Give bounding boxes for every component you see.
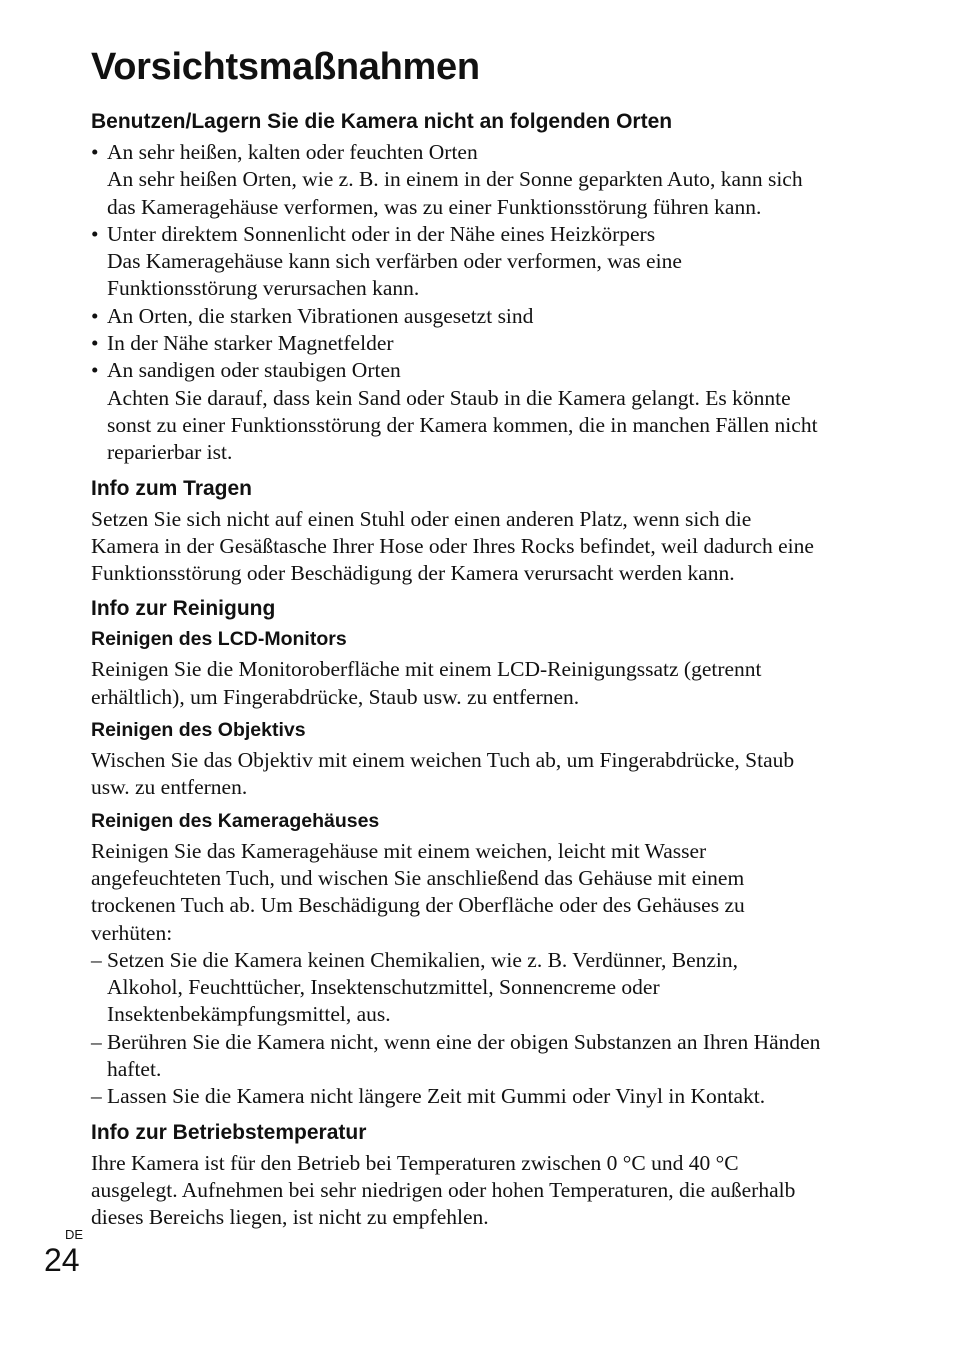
list-item-text: An sehr heißen Orten, wie z. B. in einem in der Sonne geparkten Auto, kann sich (107, 167, 803, 192)
bullet-mark: • (91, 358, 99, 383)
document-page (91, 44, 851, 1232)
text-line: trockenen Tuch ab. Um Beschädigung der Oberfläche oder des Gehäuses zu (91, 893, 745, 918)
section-heading-tragen: Info zum Tragen (91, 476, 253, 500)
paragraph-lcd (91, 656, 851, 711)
text-line: Funktionsstörung oder Beschädigung der Kamera verursacht werden kann. (91, 561, 735, 586)
list-item-text: haftet. (107, 1057, 162, 1082)
list-item-title: An Orten, die starken Vibrationen ausgesetzt sind (107, 303, 534, 328)
list-item-text: Achten Sie darauf, dass kein Sand oder Staub in die Kamera gelangt. Es könnte (107, 385, 791, 410)
list-item (91, 947, 851, 1029)
list-item (91, 1029, 851, 1084)
list-item (91, 139, 851, 221)
text-line: Ihre Kamera ist für den Betrieb bei Temperaturen zwischen 0 °C und 40 °C (91, 1150, 739, 1175)
paragraph-tragen (91, 506, 851, 588)
text-line: ausgelegt. Aufnehmen bei sehr niedrigen oder hohen Temperaturen, die außerhalb (91, 1177, 796, 1202)
text-line: usw. zu entfernen. (91, 775, 248, 800)
dash-mark: – (91, 1084, 102, 1109)
list-item (91, 221, 851, 303)
page-number: 24 (44, 1242, 80, 1278)
section-heading-temperatur: Info zur Betriebstemperatur (91, 1120, 367, 1144)
bullet-list-orte (91, 139, 851, 467)
page-title: Vorsichtsmaßnahmen (91, 46, 480, 88)
bullet-mark: • (91, 303, 99, 328)
dash-list-gehaeuse (91, 947, 851, 1111)
list-item-text: Berühren Sie die Kamera nicht, wenn eine der obigen Substanzen an Ihren Händen (107, 1029, 821, 1054)
subheading-lcd: Reinigen des LCD-Monitors (91, 628, 347, 651)
list-item-text: Setzen Sie die Kamera keinen Chemikalien, wie z. B. Verdünner, Benzin, (107, 947, 739, 972)
list-item (91, 303, 851, 330)
paragraph-objektiv (91, 747, 851, 802)
section-heading-reinigung: Info zur Reinigung (91, 597, 276, 621)
list-item-title: Unter direktem Sonnenlicht oder in der Nähe eines Heizkörpers (107, 221, 656, 246)
text-line: Kamera in der Gesäßtasche Ihrer Hose oder Ihres Rocks befindet, weil dadurch eine (91, 533, 814, 558)
paragraph-temperatur (91, 1150, 851, 1232)
language-code: DE (65, 1227, 84, 1242)
list-item (91, 357, 851, 466)
section-heading-orte: Benutzen/Lagern Sie die Kamera nicht an folgenden Orten (91, 110, 673, 133)
bullet-mark: • (91, 331, 99, 356)
list-item-text: reparierbar ist. (107, 440, 233, 465)
paragraph-gehaeuse (91, 838, 851, 947)
text-line: Reinigen Sie die Monitoroberfläche mit einem LCD-Reinigungssatz (getrennt (91, 657, 762, 682)
text-line: Wischen Sie das Objektiv mit einem weichen Tuch ab, um Fingerabdrücke, Staub (91, 748, 795, 773)
list-item-text: Funktionsstörung verursachen kann. (107, 276, 420, 301)
text-line: Setzen Sie sich nicht auf einen Stuhl oder einen anderen Platz, wenn sich die (91, 506, 752, 531)
list-item-text: Lassen Sie die Kamera nicht längere Zeit mit Gummi oder Vinyl in Kontakt. (107, 1084, 766, 1109)
text-line: Reinigen Sie das Kameragehäuse mit einem weichen, leicht mit Wasser (91, 838, 707, 863)
text-line: dieses Bereichs liegen, ist nicht zu empfehlen. (91, 1205, 489, 1230)
text-line: erhältlich), um Fingerabdrücke, Staub usw. zu entfernen. (91, 684, 580, 709)
list-item-text: Das Kameragehäuse kann sich verfärben oder verformen, was eine (107, 249, 682, 274)
dash-mark: – (91, 947, 102, 972)
list-item-text: Insektenbekämpfungsmittel, aus. (107, 1002, 391, 1027)
list-item-text: Alkohol, Feuchttücher, Insektenschutzmittel, Sonnencreme oder (107, 975, 660, 1000)
list-item-title: An sehr heißen, kalten oder feuchten Orten (107, 140, 478, 164)
list-item-text: sonst zu einer Funktionsstörung der Kamera kommen, die in manchen Fällen nicht (107, 412, 818, 437)
subheading-objektiv: Reinigen des Objektivs (91, 719, 306, 742)
subheading-gehaeuse: Reinigen des Kameragehäuses (91, 809, 380, 832)
text-line: verhüten: (91, 920, 173, 945)
list-item-title: An sandigen oder staubigen Orten (107, 358, 401, 383)
text-line: angefeuchteten Tuch, und wischen Sie anschließend das Gehäuse mit einem (91, 865, 745, 890)
list-item (91, 330, 851, 357)
list-item-title: In der Nähe starker Magnetfelder (107, 331, 394, 356)
bullet-mark: • (91, 221, 99, 246)
bullet-mark: • (91, 140, 99, 164)
dash-mark: – (91, 1029, 102, 1054)
list-item-text: das Kameragehäuse verformen, was zu einer Funktionsstörung führen kann. (107, 194, 762, 219)
list-item (91, 1083, 851, 1110)
